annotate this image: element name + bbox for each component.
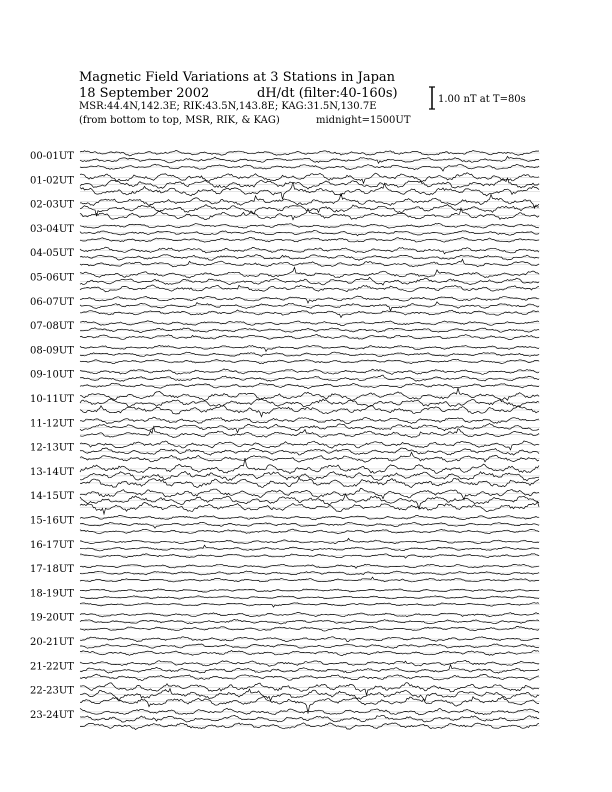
chart-component: dH/dt (filter:40-160s)	[257, 86, 398, 101]
trace-MSR-06-07UT	[80, 310, 539, 318]
trace-RIK-10-11UT	[80, 398, 539, 407]
hour-label-06-07UT: 06-07UT	[30, 296, 74, 308]
hour-label-04-05UT: 04-05UT	[30, 248, 74, 260]
trace-MSR-00-01UT	[80, 164, 539, 171]
trace-KAG-01-02UT	[80, 173, 539, 184]
trace-MSR-23-24UT	[80, 723, 539, 730]
trace-KAG-10-11UT	[80, 388, 539, 400]
hour-label-09-10UT: 09-10UT	[30, 369, 74, 381]
hour-label-11-12UT: 11-12UT	[30, 418, 74, 430]
scale-label: 1.00 nT at T=80s	[438, 94, 526, 105]
trace-MSR-17-18UT	[80, 577, 539, 582]
trace-MSR-18-19UT	[80, 603, 539, 607]
hour-label-05-06UT: 05-06UT	[30, 272, 74, 284]
trace-MSR-14-15UT	[80, 502, 539, 514]
hour-label-23-24UT: 23-24UT	[30, 709, 74, 721]
trace-KAG-23-24UT	[80, 708, 539, 715]
hour-label-17-18UT: 17-18UT	[30, 564, 74, 576]
trace-KAG-08-09UT	[80, 345, 539, 351]
trace-MSR-01-02UT	[80, 182, 539, 199]
trace-RIK-03-04UT	[80, 230, 539, 235]
trace-KAG-22-23UT	[80, 683, 539, 695]
trace-order-note: (from bottom to top, MSR, RIK, & KAG)	[79, 115, 280, 126]
hour-label-00-01UT: 00-01UT	[30, 151, 74, 162]
hour-label-18-19UT: 18-19UT	[30, 588, 74, 600]
trace-RIK-09-10UT	[80, 375, 539, 381]
trace-MSR-02-03UT	[80, 208, 539, 220]
trace-MSR-10-11UT	[80, 405, 539, 416]
trace-KAG-02-03UT	[80, 193, 539, 208]
trace-KAG-12-13UT	[80, 441, 539, 450]
trace-RIK-14-15UT	[80, 494, 539, 509]
trace-RIK-16-17UT	[80, 545, 539, 551]
hour-label-12-13UT: 12-13UT	[30, 442, 74, 454]
trace-KAG-14-15UT	[80, 488, 539, 500]
chart-date: 18 September 2002	[79, 86, 210, 101]
midnight-note: midnight=1500UT	[316, 115, 411, 126]
hour-label-03-04UT: 03-04UT	[30, 223, 74, 235]
hour-label-10-11UT: 10-11UT	[30, 394, 74, 405]
station-coordinates: MSR:44.4N,142.3E; RIK:43.5N,143.8E; KAG:31.5N,130.7E	[79, 101, 377, 112]
trace-RIK-06-07UT	[80, 302, 539, 311]
trace-RIK-15-16UT	[80, 522, 539, 528]
hour-label-20-21UT: 20-21UT	[30, 637, 74, 648]
trace-KAG-04-05UT	[80, 247, 539, 254]
hour-label-01-02UT: 01-02UT	[30, 175, 74, 187]
trace-RIK-23-24UT	[80, 715, 539, 722]
trace-KAG-05-06UT	[80, 267, 539, 278]
hour-label-07-08UT: 07-08UT	[30, 321, 74, 333]
trace-RIK-18-19UT	[80, 596, 539, 599]
hour-label-22-23UT: 22-23UT	[30, 685, 74, 697]
trace-KAG-16-17UT	[80, 538, 539, 543]
trace-RIK-02-03UT	[80, 205, 539, 217]
chart-title: Magnetic Field Variations at 3 Stations in Japan	[79, 70, 396, 85]
hour-label-16-17UT: 16-17UT	[30, 539, 74, 551]
hour-label-08-09UT: 08-09UT	[30, 345, 74, 357]
trace-RIK-21-22UT	[80, 665, 539, 674]
trace-RIK-05-06UT	[80, 277, 539, 285]
trace-RIK-01-02UT	[80, 178, 539, 189]
hour-label-13-14UT: 13-14UT	[30, 466, 74, 478]
trace-MSR-09-10UT	[80, 383, 539, 388]
trace-RIK-11-12UT	[80, 423, 539, 432]
trace-MSR-04-05UT	[80, 259, 539, 267]
trace-RIK-04-05UT	[80, 255, 539, 261]
hour-label-14-15UT: 14-15UT	[30, 491, 74, 503]
hour-label-02-03UT: 02-03UT	[30, 199, 74, 211]
hour-label-19-20UT: 19-20UT	[30, 612, 74, 624]
hour-label-21-22UT: 21-22UT	[30, 661, 74, 673]
trace-KAG-06-07UT	[80, 296, 539, 303]
hour-label-15-16UT: 15-16UT	[30, 515, 74, 527]
